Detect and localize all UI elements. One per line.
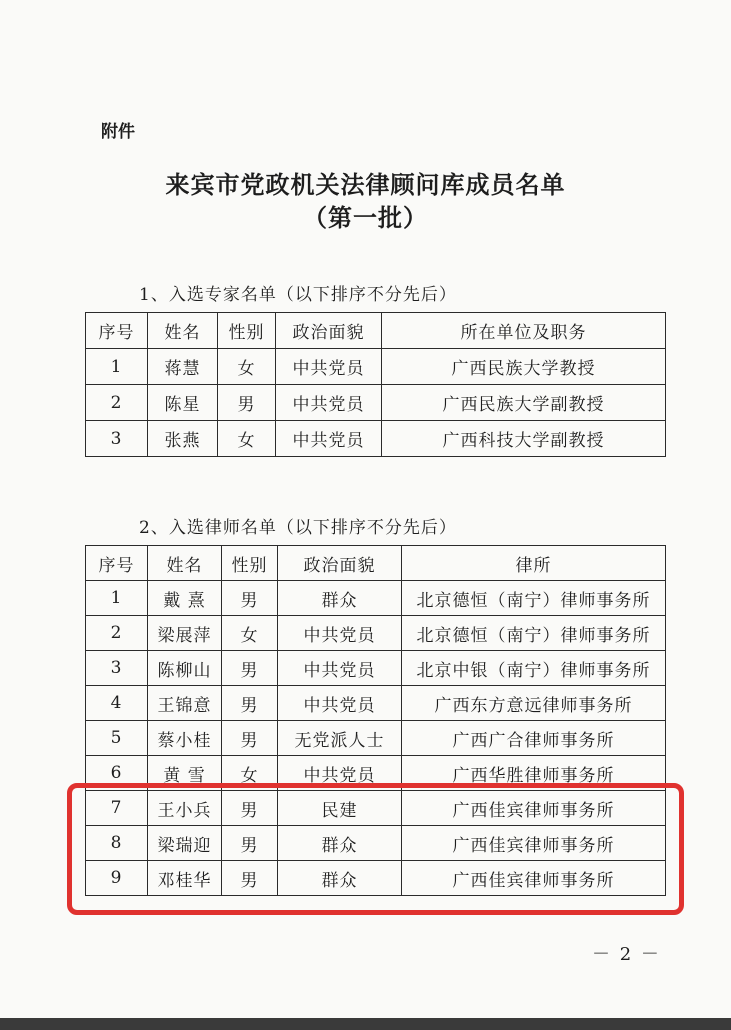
- table-cell: 男: [222, 581, 278, 616]
- table-cell: 戴 熹: [148, 581, 222, 616]
- table-cell: 广西广合律师事务所: [402, 721, 666, 756]
- table-cell: 陈柳山: [148, 651, 222, 686]
- table-cell: 6: [86, 756, 148, 791]
- table-cell: 中共党员: [276, 385, 382, 421]
- table-cell: 男: [222, 686, 278, 721]
- table-cell: 男: [222, 861, 278, 896]
- table-cell: 1: [86, 349, 148, 385]
- table-cell: 广西民族大学教授: [382, 349, 666, 385]
- table-cell: 广西科技大学副教授: [382, 421, 666, 457]
- table-cell: 王小兵: [148, 791, 222, 826]
- highlight-box: [67, 783, 684, 915]
- table-cell: 群众: [278, 861, 402, 896]
- table-cell: 男: [222, 826, 278, 861]
- header-cell: 政治面貌: [276, 313, 382, 349]
- table-cell: 中共党员: [276, 349, 382, 385]
- table-cell: 7: [86, 791, 148, 826]
- table-cell: 女: [222, 616, 278, 651]
- experts-heading: 1、入选专家名单（以下排序不分先后）: [139, 285, 457, 305]
- table-cell: 广西佳宾律师事务所: [402, 791, 666, 826]
- table-cell: 北京德恒（南宁）律师事务所: [402, 581, 666, 616]
- table-cell: 4: [86, 686, 148, 721]
- header-cell: 序号: [86, 546, 148, 581]
- document-title: 来宾市党政机关法律顾问库成员名单: [165, 170, 566, 199]
- table-cell: 男: [222, 651, 278, 686]
- table-cell: 群众: [278, 826, 402, 861]
- table-row: [86, 721, 666, 756]
- table-row: [86, 686, 666, 721]
- table-cell: 8: [86, 826, 148, 861]
- table-cell: 北京德恒（南宁）律师事务所: [402, 616, 666, 651]
- table-cell: 邓桂华: [148, 861, 222, 896]
- table-cell: 1: [86, 581, 148, 616]
- header-cell: 政治面貌: [278, 546, 402, 581]
- header-cell: 姓名: [148, 313, 218, 349]
- page-number: － 2 －: [592, 944, 661, 965]
- table-cell: 中共党员: [278, 616, 402, 651]
- table-cell: 女: [218, 349, 276, 385]
- header-cell: 律所: [402, 546, 666, 581]
- table-cell: 中共党员: [278, 686, 402, 721]
- table-cell: 广西民族大学副教授: [382, 385, 666, 421]
- table-header-row: [86, 546, 666, 581]
- table-cell: 广西佳宾律师事务所: [402, 861, 666, 896]
- table-cell: 9: [86, 861, 148, 896]
- table-cell: 女: [222, 756, 278, 791]
- table-row: [86, 421, 666, 457]
- table-cell: 广西华胜律师事务所: [402, 756, 666, 791]
- table-cell: 蒋慧: [148, 349, 218, 385]
- table-cell: 王锦意: [148, 686, 222, 721]
- header-cell: 性别: [222, 546, 278, 581]
- table-cell: 女: [218, 421, 276, 457]
- table-cell: 广西佳宾律师事务所: [402, 826, 666, 861]
- table-cell: 2: [86, 616, 148, 651]
- table-cell: 男: [218, 385, 276, 421]
- table-cell: 5: [86, 721, 148, 756]
- table-cell: 中共党员: [278, 651, 402, 686]
- table-row: [86, 349, 666, 385]
- table-cell: 民建: [278, 791, 402, 826]
- table-row: [86, 385, 666, 421]
- header-cell: 性别: [218, 313, 276, 349]
- table-cell: 无党派人士: [278, 721, 402, 756]
- table-cell: 2: [86, 385, 148, 421]
- table-row: [86, 651, 666, 686]
- table-cell: 3: [86, 421, 148, 457]
- table-cell: 黄 雪: [148, 756, 222, 791]
- table-cell: 蔡小桂: [148, 721, 222, 756]
- table-header-row: [86, 313, 666, 349]
- table-cell: 梁展萍: [148, 616, 222, 651]
- table-cell: 陈星: [148, 385, 218, 421]
- table-cell: 张燕: [148, 421, 218, 457]
- table-cell: 群众: [278, 581, 402, 616]
- table-cell: 男: [222, 721, 278, 756]
- table-cell: 3: [86, 651, 148, 686]
- table-cell: 北京中银（南宁）律师事务所: [402, 651, 666, 686]
- table-cell: 中共党员: [278, 756, 402, 791]
- table-row: [86, 581, 666, 616]
- table-cell: 广西东方意远律师事务所: [402, 686, 666, 721]
- table-cell: 梁瑞迎: [148, 826, 222, 861]
- table-cell: 中共党员: [276, 421, 382, 457]
- header-cell: 姓名: [148, 546, 222, 581]
- table-cell: 男: [222, 791, 278, 826]
- table-row: [86, 616, 666, 651]
- lawyers-heading: 2、入选律师名单（以下排序不分先后）: [139, 518, 457, 538]
- header-cell: 序号: [86, 313, 148, 349]
- header-cell: 所在单位及职务: [382, 313, 666, 349]
- document-subtitle: （第一批）: [303, 203, 428, 232]
- bottom-edge-bar: [0, 1018, 731, 1030]
- experts-table: [85, 312, 666, 457]
- attachment-label: 附件: [101, 122, 135, 142]
